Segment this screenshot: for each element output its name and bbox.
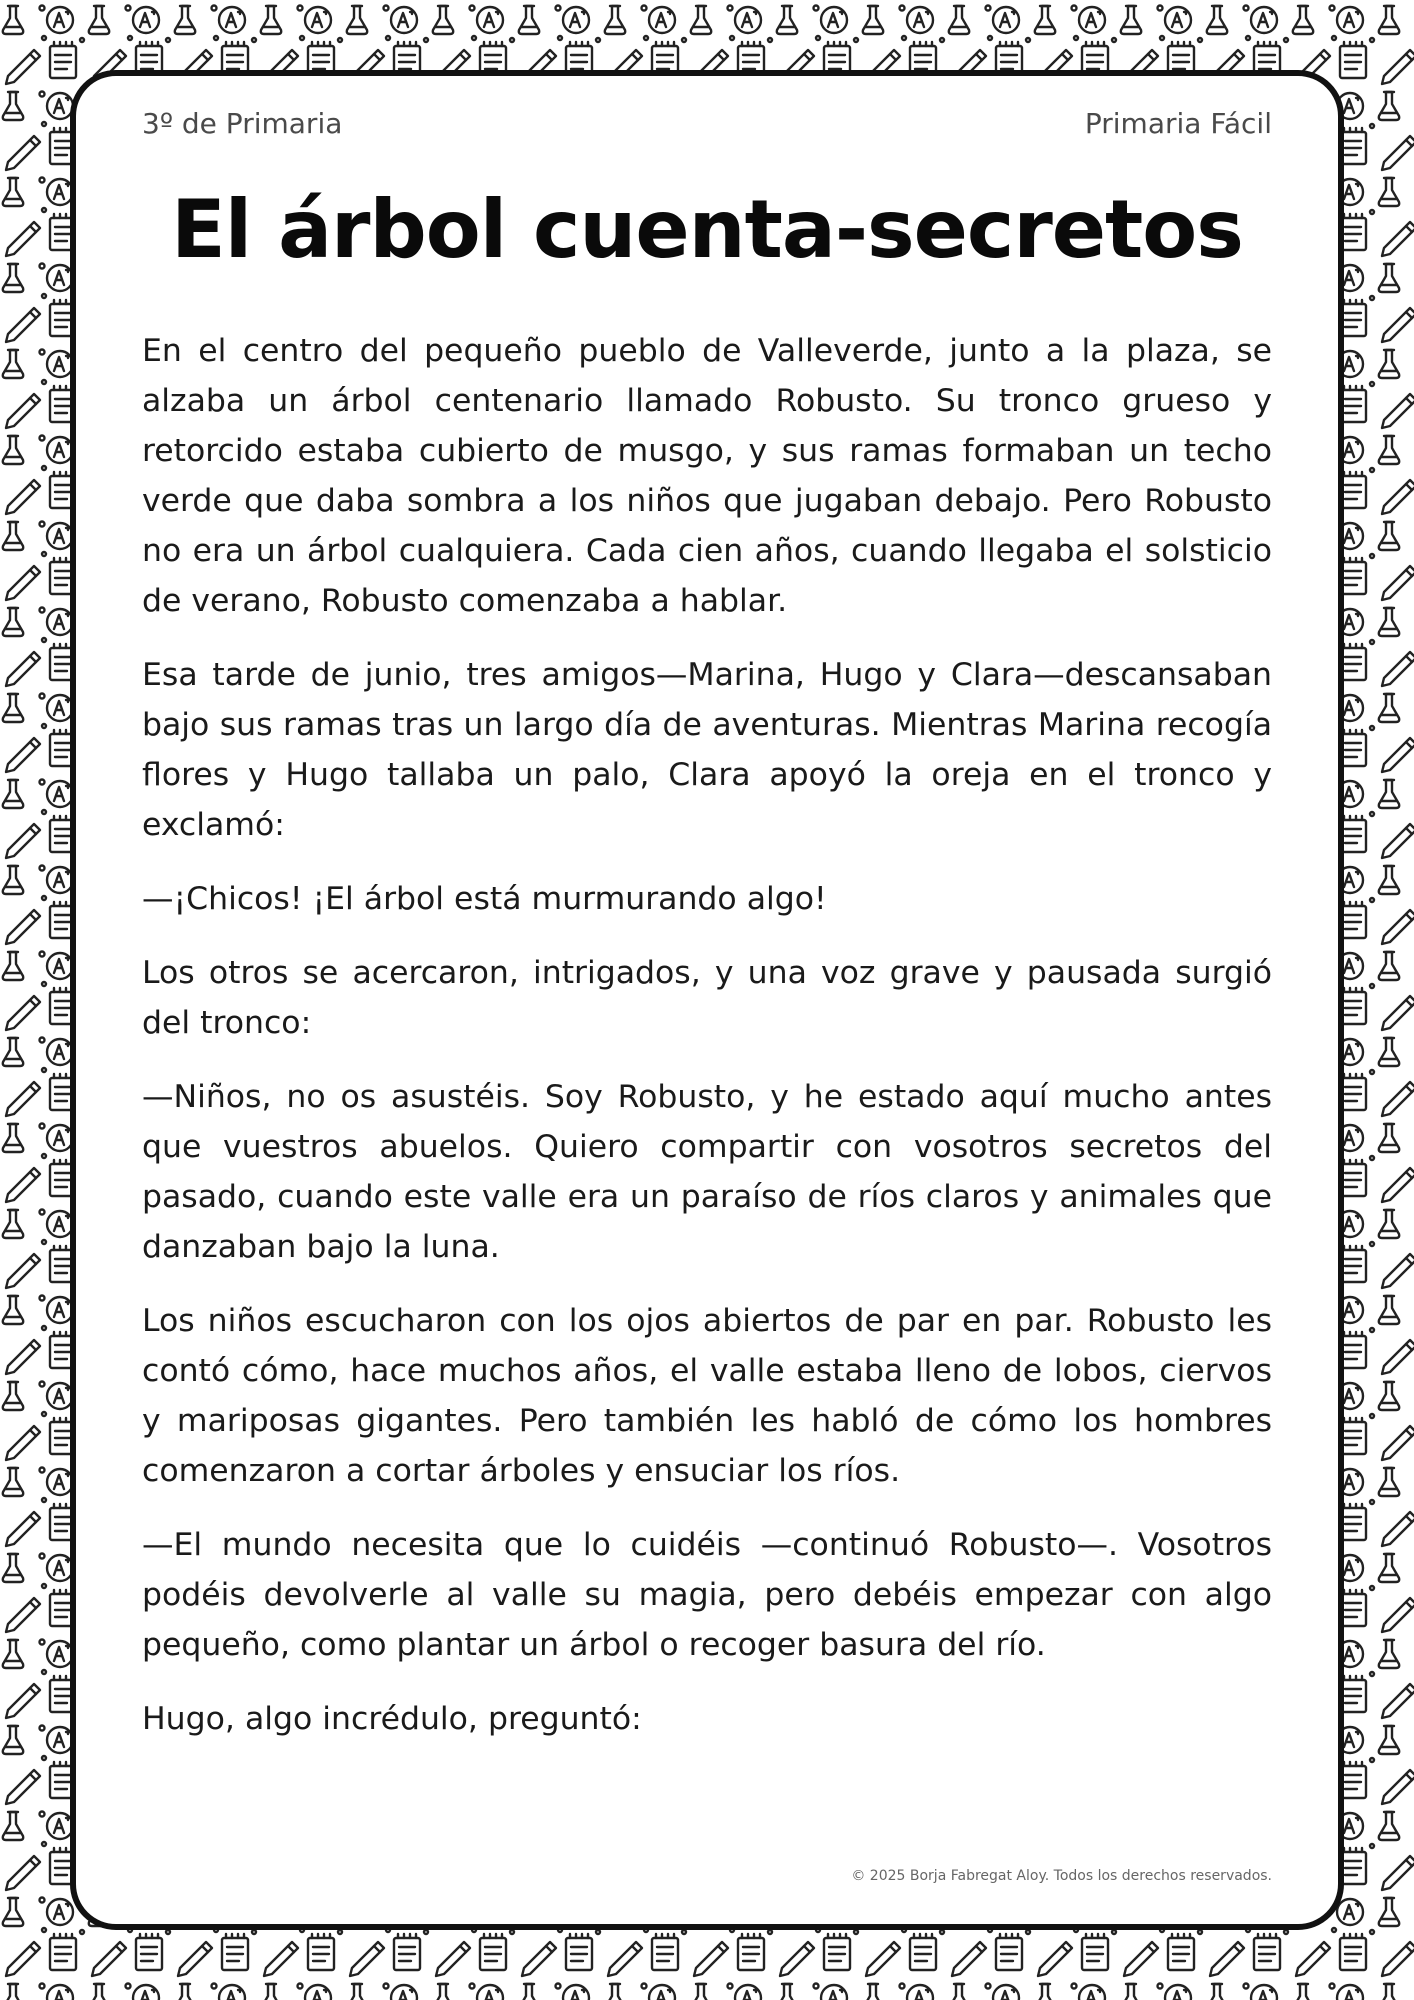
story-title: El árbol cuenta-secretos: [171, 183, 1243, 276]
paragraph: Los niños escucharon con los ojos abiertos de par en par. Robusto les contó cómo, hace muchos años, el valle estaba lleno de lobos, ciervos y mariposas gigantes. Pero también les habló de cómo los hombres comenzaron a cortar árboles y ensuciar los ríos.: [142, 1303, 1272, 1489]
grade-label: 3º de Primaria: [142, 107, 343, 140]
brand-label: Primaria Fácil: [1084, 107, 1272, 140]
paragraph: En el centro del pequeño pueblo de Valleverde, junto a la plaza, se alzaba un árbol centenario llamado Robusto. Su tronco grueso y retorcido estaba cubierto de musgo, y sus ramas formaban un techo verde que daba sombra a los niños que jugaban debajo. Pero Robusto no era un árbol cualquiera. Cada cien años, cuando llegaba el solsticio de verano, Robusto comenzaba a hablar.: [142, 333, 1272, 619]
story-body: [142, 326, 1272, 1768]
paragraph: —Niños, no os asustéis. Soy Robusto, y he estado aquí mucho antes que vuestros abuelos. Quiero compartir con vosotros secretos del pasado, cuando este valle era un paraíso de ríos claros y animales que danzaban bajo la luna.: [142, 1079, 1272, 1265]
paragraph: Los otros se acercaron, intrigados, y una voz grave y pausada surgió del tronco:: [142, 955, 1272, 1041]
paragraph: Hugo, algo incrédulo, preguntó:: [142, 1701, 642, 1737]
paragraph: Esa tarde de junio, tres amigos—Marina, Hugo y Clara—descansaban bajo sus ramas tras un largo día de aventuras. Mientras Marina recogía flores y Hugo tallaba un palo, Clara apoyó la oreja en el tronco y exclamó:: [142, 657, 1272, 843]
paragraph: —¡Chicos! ¡El árbol está murmurando algo!: [142, 881, 827, 917]
paragraph: —El mundo necesita que lo cuidéis —continuó Robusto—. Vosotros podéis devolverle al valle su magia, pero debéis empezar con algo pequeño, como plantar un árbol o recoger basura del río.: [142, 1527, 1272, 1663]
copyright-footer: © 2025 Borja Fabregat Aloy. Todos los derechos reservados.: [851, 1868, 1272, 1884]
